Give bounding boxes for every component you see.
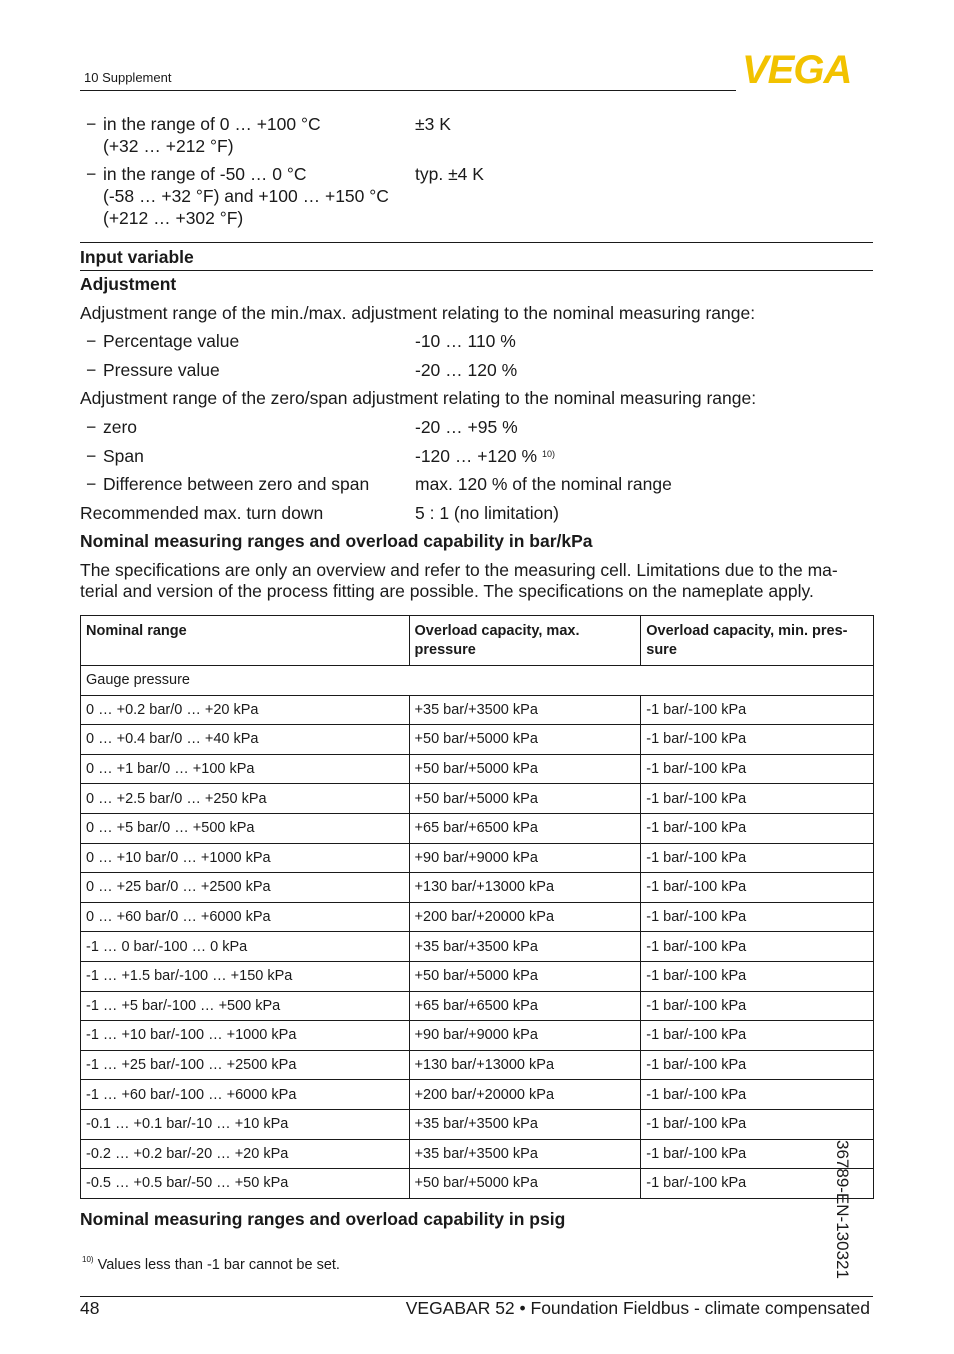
group-label: Gauge pressure bbox=[81, 666, 874, 696]
table-header-row bbox=[81, 616, 874, 666]
overload-min-cell: -1 bar/-100 kPa bbox=[641, 725, 874, 755]
vega-logo-graphic bbox=[742, 52, 874, 86]
table-row bbox=[81, 1080, 874, 1110]
table-row bbox=[81, 843, 874, 873]
overload-max-cell: +50 bar/+5000 kPa bbox=[409, 725, 641, 755]
table-row bbox=[81, 725, 874, 755]
temp-item-label: in the range of 0 … +100 °C bbox=[103, 114, 321, 134]
overload-max-cell: +50 bar/+5000 kPa bbox=[409, 1169, 641, 1199]
overload-max-cell: +35 bar/+3500 kPa bbox=[409, 1109, 641, 1139]
footer-rule bbox=[80, 1296, 873, 1297]
overload-max-cell: +130 bar/+13000 kPa bbox=[409, 873, 641, 903]
temp-item-label-2: (-58 … +32 °F) and +100 … +150 °C bbox=[103, 186, 389, 206]
overload-min-cell: -1 bar/-100 kPa bbox=[641, 873, 874, 903]
overload-min-cell: -1 bar/-100 kPa bbox=[641, 902, 874, 932]
overload-max-cell: +65 bar/+6500 kPa bbox=[409, 813, 641, 843]
bullet-dash: − bbox=[86, 114, 97, 134]
overload-min-cell: -1 bar/-100 kPa bbox=[641, 1050, 874, 1080]
nominal-range-cell: 0 … +5 bar/0 … +500 kPa bbox=[81, 813, 410, 843]
overload-min-cell: -1 bar/-100 kPa bbox=[641, 932, 874, 962]
turndown-label: Recommended max. turn down bbox=[80, 503, 324, 523]
table-row bbox=[81, 932, 874, 962]
minmax-label: Percentage value bbox=[103, 331, 240, 351]
minmax-value: -20 … 120 % bbox=[415, 360, 518, 380]
table-row bbox=[81, 695, 874, 725]
table-row bbox=[81, 1050, 874, 1080]
table-row bbox=[81, 784, 874, 814]
ranges-table bbox=[80, 615, 874, 1199]
overload-max-cell: +35 bar/+3500 kPa bbox=[409, 932, 641, 962]
zerospan-label: Difference between zero and span bbox=[103, 474, 370, 494]
nominal-range-cell: 0 … +2.5 bar/0 … +250 kPa bbox=[81, 784, 410, 814]
overload-min-cell: -1 bar/-100 kPa bbox=[641, 1139, 874, 1169]
table-row bbox=[81, 873, 874, 903]
nominal-range-cell: -1 … +25 bar/-100 … +2500 kPa bbox=[81, 1050, 410, 1080]
nominal-range-cell: -0.5 … +0.5 bar/-50 … +50 kPa bbox=[81, 1169, 410, 1199]
logo-text: VEGA bbox=[742, 52, 852, 86]
section-title: 10 Supplement bbox=[84, 70, 172, 85]
overload-max-cell: +130 bar/+13000 kPa bbox=[409, 1050, 641, 1080]
overload-min-cell: -1 bar/-100 kPa bbox=[641, 784, 874, 814]
overload-min-cell: -1 bar/-100 kPa bbox=[641, 1080, 874, 1110]
minmax-value: -10 … 110 % bbox=[415, 331, 516, 351]
table-row bbox=[81, 1169, 874, 1199]
temp-item-label: in the range of -50 … 0 °C bbox=[103, 164, 307, 184]
ranges-psig-heading: Nominal measuring ranges and overload capability in psig bbox=[80, 1209, 566, 1229]
bullet-dash: − bbox=[86, 164, 97, 184]
overload-max-cell: +90 bar/+9000 kPa bbox=[409, 1021, 641, 1051]
nominal-range-cell: 0 … +10 bar/0 … +1000 kPa bbox=[81, 843, 410, 873]
temp-item-value: typ. ±4 K bbox=[415, 164, 484, 184]
nominal-range-cell: -1 … +1.5 bar/-100 … +150 kPa bbox=[81, 961, 410, 991]
overload-min-cell: -1 bar/-100 kPa bbox=[641, 813, 874, 843]
temp-item-label-3: (+212 … +302 °F) bbox=[103, 208, 244, 228]
overload-min-cell: -1 bar/-100 kPa bbox=[641, 1021, 874, 1051]
table-row bbox=[81, 1109, 874, 1139]
header-rule bbox=[80, 90, 736, 91]
footnote-text: Values less than -1 bar cannot be set. bbox=[97, 1257, 340, 1273]
adjustment-heading: Adjustment bbox=[80, 274, 177, 294]
overload-min-cell: -1 bar/-100 kPa bbox=[641, 695, 874, 725]
footnote bbox=[82, 1257, 340, 1273]
section-rule bbox=[80, 270, 873, 271]
minmax-label: Pressure value bbox=[103, 360, 220, 380]
nominal-range-cell: 0 … +0.2 bar/0 … +20 kPa bbox=[81, 695, 410, 725]
bullet-dash: − bbox=[86, 474, 97, 494]
footer-title: VEGABAR 52 • Foundation Fieldbus - climate compensated bbox=[405, 1298, 870, 1318]
nominal-range-cell: -1 … +60 bar/-100 … +6000 kPa bbox=[81, 1080, 410, 1110]
table-row bbox=[81, 991, 874, 1021]
table-group-row bbox=[81, 666, 874, 696]
bullet-dash: − bbox=[86, 331, 97, 351]
vega-logo bbox=[742, 52, 874, 91]
column-header: Nominal range bbox=[81, 616, 410, 666]
ranges-bar-heading: Nominal measuring ranges and overload capability in bar/kPa bbox=[80, 531, 593, 551]
nominal-range-cell: 0 … +1 bar/0 … +100 kPa bbox=[81, 754, 410, 784]
column-header: Overload capacity, max. pressure bbox=[409, 616, 641, 666]
overload-max-cell: +200 bar/+20000 kPa bbox=[409, 902, 641, 932]
section-rule bbox=[80, 242, 873, 243]
table-row bbox=[81, 902, 874, 932]
temp-item-label-2: (+32 … +212 °F) bbox=[103, 136, 234, 156]
turndown-value: 5 : 1 (no limitation) bbox=[415, 503, 559, 523]
zerospan-value: max. 120 % of the nominal range bbox=[415, 474, 672, 494]
nominal-range-cell: 0 … +60 bar/0 … +6000 kPa bbox=[81, 902, 410, 932]
nominal-range-cell: 0 … +0.4 bar/0 … +40 kPa bbox=[81, 725, 410, 755]
ranges-description: The specifications are only an overview and refer to the measuring cell. Limitations due to the ma- bbox=[80, 560, 838, 580]
nominal-range-cell: -1 … +5 bar/-100 … +500 kPa bbox=[81, 991, 410, 1021]
overload-max-cell: +35 bar/+3500 kPa bbox=[409, 1139, 641, 1169]
bullet-dash: − bbox=[86, 417, 97, 437]
overload-min-cell: -1 bar/-100 kPa bbox=[641, 1109, 874, 1139]
table-row bbox=[81, 813, 874, 843]
overload-min-cell: -1 bar/-100 kPa bbox=[641, 991, 874, 1021]
footnote-marker: 10) bbox=[82, 1255, 94, 1264]
overload-min-cell: -1 bar/-100 kPa bbox=[641, 843, 874, 873]
overload-min-cell: -1 bar/-100 kPa bbox=[641, 754, 874, 784]
bullet-dash: − bbox=[86, 446, 97, 466]
zerospan-label: zero bbox=[103, 417, 138, 437]
input-variable-heading: Input variable bbox=[80, 247, 194, 267]
nominal-range-cell: -1 … +10 bar/-100 … +1000 kPa bbox=[81, 1021, 410, 1051]
overload-max-cell: +50 bar/+5000 kPa bbox=[409, 784, 641, 814]
ranges-description-2: terial and version of the process fitting are possible. The specifications on the nameplate apply. bbox=[80, 581, 814, 601]
overload-max-cell: +65 bar/+6500 kPa bbox=[409, 991, 641, 1021]
overload-min-cell: -1 bar/-100 kPa bbox=[641, 961, 874, 991]
zerospan-value: -20 … +95 % bbox=[415, 417, 518, 437]
span-value-text: -120 … +120 % bbox=[415, 446, 538, 466]
overload-max-cell: +90 bar/+9000 kPa bbox=[409, 843, 641, 873]
nominal-range-cell: -0.2 … +0.2 bar/-20 … +20 kPa bbox=[81, 1139, 410, 1169]
bullet-dash: − bbox=[86, 360, 97, 380]
nominal-range-cell: -0.1 … +0.1 bar/-10 … +10 kPa bbox=[81, 1109, 410, 1139]
adjustment-intro-minmax: Adjustment range of the min./max. adjustment relating to the nominal measuring range: bbox=[80, 303, 756, 323]
zerospan-label: Span bbox=[103, 446, 144, 466]
table-row bbox=[81, 754, 874, 784]
overload-max-cell: +50 bar/+5000 kPa bbox=[409, 754, 641, 784]
document-code: 36789-EN-130321 bbox=[833, 1140, 852, 1279]
overload-max-cell: +35 bar/+3500 kPa bbox=[409, 695, 641, 725]
nominal-range-cell: -1 … 0 bar/-100 … 0 kPa bbox=[81, 932, 410, 962]
overload-max-cell: +50 bar/+5000 kPa bbox=[409, 961, 641, 991]
adjustment-intro-zerospan: Adjustment range of the zero/span adjustment relating to the nominal measuring range: bbox=[80, 388, 757, 408]
nominal-range-cell: 0 … +25 bar/0 … +2500 kPa bbox=[81, 873, 410, 903]
zerospan-value bbox=[415, 445, 555, 467]
page-number: 48 bbox=[80, 1298, 100, 1318]
column-header: Overload capacity, min. pres- sure bbox=[641, 616, 874, 666]
temp-item-value: ±3 K bbox=[415, 114, 451, 134]
table-row bbox=[81, 1021, 874, 1051]
overload-max-cell: +200 bar/+20000 kPa bbox=[409, 1080, 641, 1110]
footnote-ref[interactable]: 10) bbox=[541, 449, 555, 459]
table-row bbox=[81, 961, 874, 991]
overload-min-cell: -1 bar/-100 kPa bbox=[641, 1169, 874, 1199]
table-row bbox=[81, 1139, 874, 1169]
